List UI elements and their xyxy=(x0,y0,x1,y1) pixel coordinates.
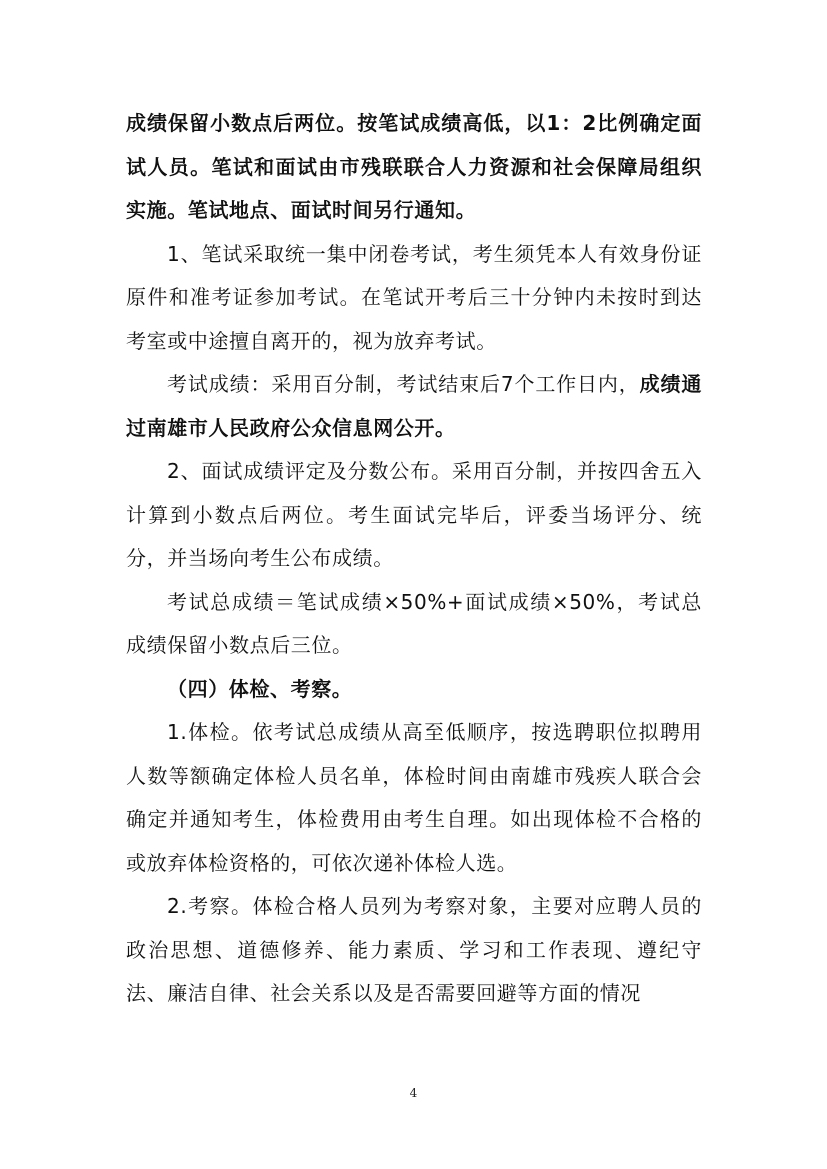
paragraph-exam-score-publication xyxy=(126,363,702,450)
paragraph-text: 考试总成绩＝笔试成绩×50%+面试成绩×50%，考试总成绩保留小数点后三位。 xyxy=(126,589,702,657)
paragraph-inspection xyxy=(126,885,702,1016)
paragraph-text: 1、笔试采取统一集中闭卷考试，考生须凭本人有效身份证原件和准考证参加考试。在笔试开考后三十分钟内未按时到达考室或中途擅自离开的，视为放弃考试。 xyxy=(126,241,702,353)
paragraph-total-score-formula xyxy=(126,581,702,668)
section-heading-medical-inspection xyxy=(126,668,702,712)
heading-text: （四）体检、考察。 xyxy=(167,676,353,701)
paragraph-interview-selection xyxy=(126,102,702,233)
paragraph-text-bold: 成绩通过南雄市人民政府公众信息网公开。 xyxy=(126,372,702,440)
document-body xyxy=(126,102,702,1016)
paragraph-medical-exam xyxy=(126,711,702,885)
paragraph-text: 考试成绩：采用百分制，考试结束后7个工作日内， xyxy=(167,372,640,396)
paragraph-text: 2.考察。体检合格人员列为考察对象，主要对应聘人员的政治思想、道德修养、能力素质、学习和工作表现、遵纪守法、廉洁自律、社会关系以及是否需要回避等方面的情况 xyxy=(126,894,702,1005)
paragraph-written-exam-rules xyxy=(126,233,702,364)
paragraph-text: 2、面试成绩评定及分数公布。采用百分制，并按四舍五入计算到小数点后两位。考生面试完毕后，评委当场评分、统分，并当场向考生公布成绩。 xyxy=(126,459,702,570)
page-number: 4 xyxy=(409,1086,418,1100)
paragraph-text: 成绩保留小数点后两位。按笔试成绩高低，以1：2比例确定面试人员。笔试和面试由市残联联合人力资源和社会保障局组织实施。笔试地点、面试时间另行通知。 xyxy=(126,111,702,222)
paragraph-text: 1.体检。依考试总成绩从高至低顺序，按选聘职位拟聘用人数等额确定体检人员名单，体检时间由南雄市残疾人联合会确定并通知考生，体检费用由考生自理。如出现体检不合格的或放弃体检资格的，可依次递补体检人选。 xyxy=(126,720,702,875)
paragraph-interview-scoring xyxy=(126,450,702,581)
